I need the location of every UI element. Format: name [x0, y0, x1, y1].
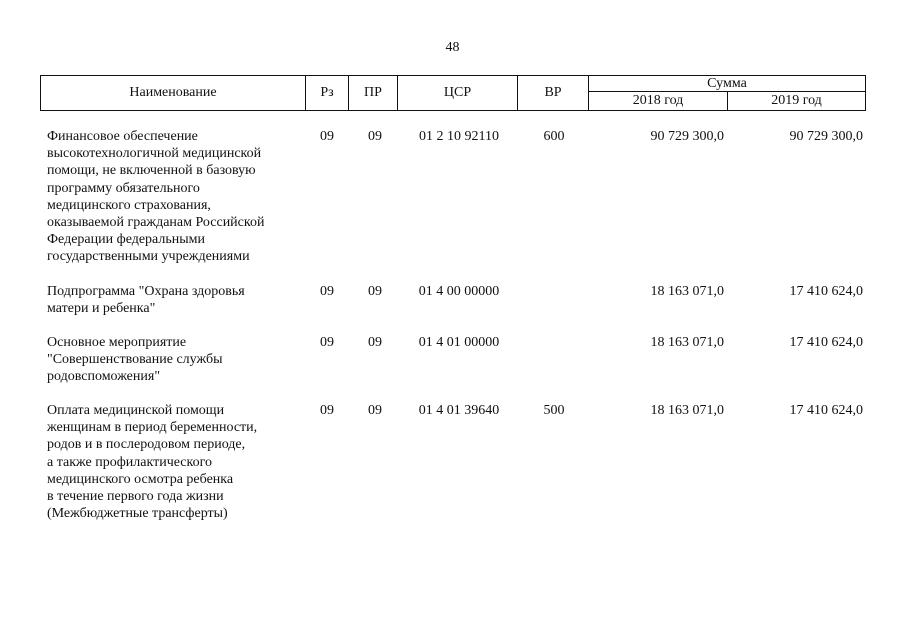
- header-pr: ПР: [349, 76, 398, 110]
- row-pr: 09: [368, 284, 382, 299]
- header-vr: ВР: [518, 76, 589, 110]
- header-year-2018: 2018 год: [589, 92, 728, 110]
- row-sum-2018: 18 163 071,0: [650, 335, 724, 350]
- header-sum-group: [589, 76, 865, 110]
- row-sum-2019: 17 410 624,0: [789, 403, 863, 418]
- page-number: 48: [445, 40, 460, 55]
- row-sum-2018: 18 163 071,0: [650, 284, 724, 299]
- header-csr: ЦСР: [398, 76, 518, 110]
- row-sum-2018: 18 163 071,0: [650, 403, 724, 418]
- row-rz: 09: [320, 129, 334, 144]
- row-pr: 09: [368, 129, 382, 144]
- header-rz: Рз: [306, 76, 349, 110]
- row-pr: 09: [368, 403, 382, 418]
- row-vr: 500: [543, 403, 565, 418]
- row-rz: 09: [320, 403, 334, 418]
- row-pr: 09: [368, 335, 382, 350]
- row-csr: 01 4 01 00000: [418, 335, 500, 350]
- row-csr: 01 4 01 39640: [418, 403, 500, 418]
- header-sum: Сумма: [589, 76, 865, 92]
- row-vr: 600: [543, 129, 565, 144]
- row-name: Подпрограмма "Охрана здоровья матери и ребенка": [47, 284, 245, 317]
- row-sum-2018: 90 729 300,0: [650, 129, 724, 144]
- header-name: Наименование: [41, 76, 306, 110]
- row-sum-2019: 17 410 624,0: [789, 335, 863, 350]
- row-rz: 09: [320, 335, 334, 350]
- row-name: Основное мероприятие "Совершенствование службы родовспоможения": [47, 335, 223, 385]
- table-header: [40, 75, 866, 111]
- row-name: Финансовое обеспечение высокотехнологичной медицинской помощи, не включенной в базовую программу обязательного медицинского страхования, оказываемой гражданам Российской Федерации федеральными государственными учреждениями: [47, 129, 265, 265]
- row-csr: 01 2 10 92110: [419, 129, 499, 144]
- header-year-2019: 2019 год: [771, 93, 822, 108]
- row-sum-2019: 17 410 624,0: [789, 284, 863, 299]
- row-csr: 01 4 00 00000: [418, 284, 500, 299]
- row-sum-2019: 90 729 300,0: [789, 129, 863, 144]
- row-rz: 09: [320, 284, 334, 299]
- row-name: Оплата медицинской помощи женщинам в период беременности, родов и в послеродовом периоде, а также профилактического медицинского осмотра ребенка в течение первого года жизни (Межбюджетные трансферты): [47, 403, 258, 522]
